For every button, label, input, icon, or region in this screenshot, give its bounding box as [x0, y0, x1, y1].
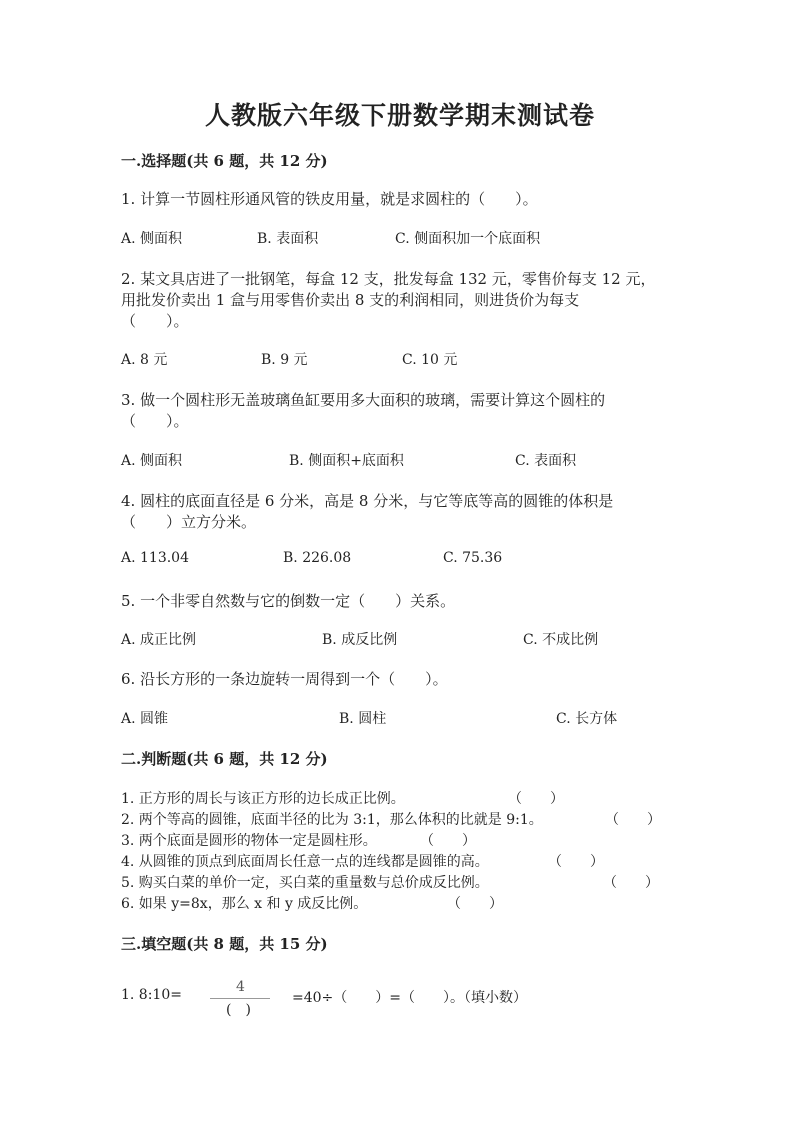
judge-q5-text: 5. 购买白菜的单价一定，买白菜的重量数与总价成反比例。 [121, 875, 489, 891]
choice-q2-line1: 2. 某文具店进了一批钢笔，每盒 12 支，批发每盒 132 元，零售价每支 12 元， [121, 270, 656, 288]
choice-q1-option-b: B. 表面积 [257, 231, 319, 247]
choice-q6-line1: 6. 沿长方形的一条边旋转一周得到一个（ ）。 [121, 670, 448, 688]
choice-q6-option-c: C. 长方体 [556, 711, 618, 727]
fraction-denominator: ( ) [226, 1002, 251, 1018]
choice-q2-line3: （ ）。 [121, 312, 189, 330]
choice-q3-line2: （ ）。 [121, 412, 189, 430]
choice-q5-option-a: A. 成正比例 [121, 632, 197, 648]
judge-q6-text: 6. 如果 y=8x，那么 x 和 y 成反比例。 [121, 896, 368, 912]
choice-q1-line1: 1. 计算一节圆柱形通风管的铁皮用量，就是求圆柱的（ ）。 [121, 190, 538, 208]
judge-q2-blank: （ ） [605, 812, 661, 828]
choice-q6-option-a: A. 圆锥 [121, 711, 169, 727]
section-heading-judge: 二.判断题(共 6 题，共 12 分) [121, 750, 328, 768]
choice-q3-option-a: A. 侧面积 [121, 453, 183, 469]
choice-q2-option-c: C. 10 元 [402, 352, 458, 368]
choice-q3-line1: 3. 做一个圆柱形无盖玻璃鱼缸要用多大面积的玻璃，需要计算这个圆柱的 [121, 391, 606, 409]
choice-q5-line1: 5. 一个非零自然数与它的倒数一定（ ）关系。 [121, 592, 456, 610]
fraction-numerator: 4 [236, 979, 245, 995]
judge-q1-text: 1. 正方形的周长与该正方形的边长成正比例。 [121, 791, 405, 807]
fill-q1-prefix: 1. 8:10= [121, 987, 182, 1003]
choice-q3-option-c: C. 表面积 [515, 453, 577, 469]
choice-q4-line1: 4. 圆柱的底面直径是 6 分米，高是 8 分米，与它等底等高的圆锥的体积是 [121, 492, 614, 510]
choice-q4-option-a: A. 113.04 [121, 550, 189, 566]
section-heading-fill: 三.填空题(共 8 题，共 15 分) [121, 935, 328, 953]
judge-q1-blank: （ ） [508, 791, 564, 807]
choice-q4-option-c: C. 75.36 [443, 550, 503, 566]
judge-q2-text: 2. 两个等高的圆锥，底面半径的比为 3:1，那么体积的比就是 9:1。 [121, 812, 543, 828]
fill-q1-fraction [210, 979, 270, 1017]
choice-q1-option-a: A. 侧面积 [121, 231, 183, 247]
choice-q2-option-b: B. 9 元 [261, 352, 308, 368]
choice-q2-option-a: A. 8 元 [121, 352, 168, 368]
judge-q3-text: 3. 两个底面是圆形的物体一定是圆柱形。 [121, 833, 377, 849]
choice-q4-line2: （ ）立方分米。 [121, 513, 257, 531]
choice-q4-option-b: B. 226.08 [283, 550, 352, 566]
section-heading-choice: 一.选择题(共 6 题，共 12 分) [121, 152, 328, 170]
judge-q3-blank: （ ） [420, 833, 476, 849]
choice-q6-option-b: B. 圆柱 [339, 711, 387, 727]
page-title: 人教版六年级下册数学期末测试卷 [204, 101, 595, 130]
judge-q6-blank: （ ） [447, 896, 503, 912]
judge-q4-blank: （ ） [548, 854, 604, 870]
choice-q5-option-b: B. 成反比例 [322, 632, 398, 648]
choice-q2-line2: 用批发价卖出 1 盒与用零售价卖出 8 支的利润相同，则进货价为每支 [121, 291, 580, 309]
choice-q3-option-b: B. 侧面积+底面积 [289, 453, 404, 469]
fill-q1-suffix: =40÷（ ）=（ ）。（填小数） [292, 990, 528, 1006]
judge-q5-blank: （ ） [603, 875, 659, 891]
choice-q1-option-c: C. 侧面积加一个底面积 [395, 231, 541, 247]
judge-q4-text: 4. 从圆锥的顶点到底面周长任意一点的连线都是圆锥的高。 [121, 854, 489, 870]
choice-q5-option-c: C. 不成比例 [523, 632, 599, 648]
